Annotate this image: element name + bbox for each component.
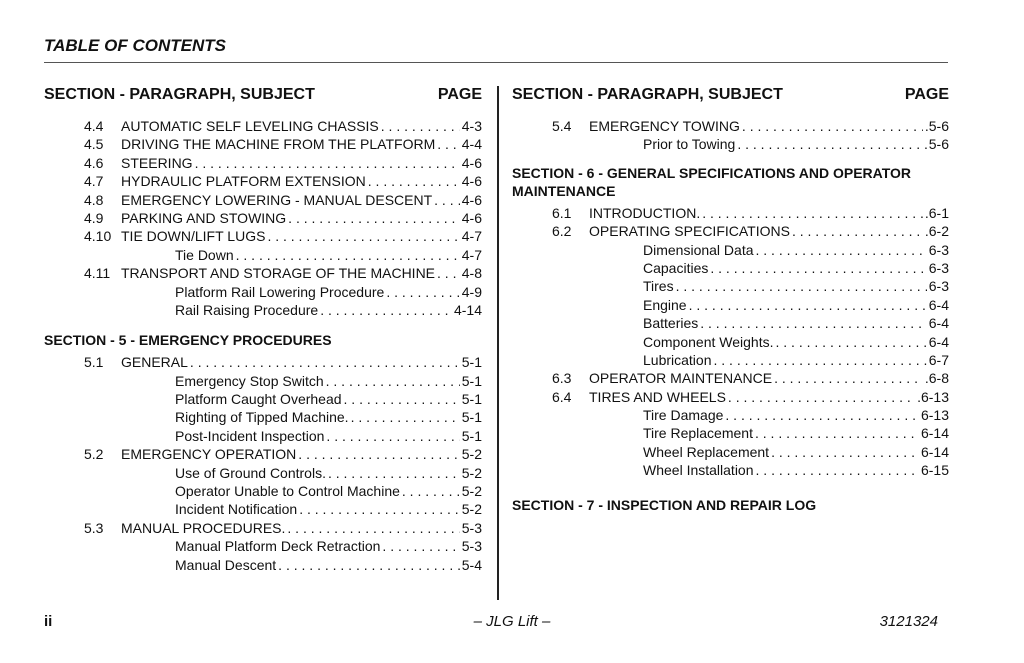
toc-entry xyxy=(512,443,949,461)
toc-entry-number xyxy=(552,135,643,153)
toc-entry xyxy=(44,172,482,190)
toc-entry-title: Prior to Towing xyxy=(643,136,736,153)
dot-leader xyxy=(725,406,919,424)
toc-entry-page: 4-3 xyxy=(461,118,482,134)
dot-leader xyxy=(402,482,460,500)
toc-entry-title: Use of Ground Controls. xyxy=(175,464,326,481)
dot-leader xyxy=(382,537,459,555)
toc-group xyxy=(512,204,949,480)
toc-entry-title: Emergency Stop Switch xyxy=(175,372,324,389)
toc-entry-number xyxy=(552,241,643,259)
toc-entry-title: EMERGENCY TOWING xyxy=(589,118,740,134)
toc-entry-number: 4.6 xyxy=(84,154,104,171)
dot-leader xyxy=(774,369,923,387)
toc-entry-title: Batteries xyxy=(643,315,699,332)
toc-entry-title: EMERGENCY OPERATION xyxy=(121,446,297,463)
toc-entry xyxy=(44,353,482,371)
dot-leader xyxy=(267,227,459,245)
toc-entry-title: GENERAL xyxy=(121,354,188,371)
toc-entry xyxy=(44,135,482,153)
toc-entry xyxy=(44,154,482,172)
toc-entry-page: 5-2 xyxy=(461,446,482,463)
section-heading-line: MAINTENANCE xyxy=(512,182,616,199)
toc-entry-number: 5.1 xyxy=(84,354,104,371)
toc-entry-page: 5-1 xyxy=(461,372,482,389)
toc-entry-page: 5-3 xyxy=(461,538,482,555)
toc-entry-page: 4-4 xyxy=(461,136,482,153)
toc-entry-page: .6-8 xyxy=(924,370,949,387)
toc-entry-page: 4-6 xyxy=(461,173,482,190)
dot-leader xyxy=(299,500,460,518)
toc-entry-page: 4-7 xyxy=(461,228,482,245)
toc-entry-title: Component Weights. xyxy=(643,333,774,350)
toc-entry-page: 6-15 xyxy=(920,462,949,479)
toc-entry-title: PARKING AND STOWING xyxy=(121,209,287,226)
toc-entry xyxy=(512,388,949,406)
toc-entry xyxy=(512,222,949,240)
toc-entry-title: STEERING xyxy=(121,154,193,171)
toc-entry-title: Tires xyxy=(643,278,674,295)
toc-entry-page: 5-2 xyxy=(461,483,482,500)
toc-entry-number xyxy=(84,500,175,518)
toc-entry-title: Incident Notification xyxy=(175,501,298,518)
section-heading: SECTION - 5 - EMERGENCY PROCEDURES xyxy=(44,332,332,349)
toc-entry-page: .6-1 xyxy=(924,204,949,221)
toc-entry-title: Operator Unable to Control Machine xyxy=(175,483,400,500)
dot-leader xyxy=(381,117,460,135)
toc-entry-page: 4-6 xyxy=(461,154,482,171)
section-heading: SECTION - 7 - INSPECTION AND REPAIR LOG xyxy=(512,496,817,513)
toc-entry-title: OPERATOR MAINTENANCE xyxy=(589,370,773,387)
column-divider xyxy=(497,86,499,600)
toc-entry-page: 6-3 xyxy=(928,241,949,258)
toc-entry-title: TIRES AND WHEELS xyxy=(589,388,726,405)
toc-group xyxy=(44,353,482,574)
toc-entry-page: 6-4 xyxy=(928,333,949,350)
dot-leader xyxy=(287,519,459,537)
toc-entry-page: 6-3 xyxy=(928,259,949,276)
toc-entry-number xyxy=(84,464,175,482)
toc-entry xyxy=(512,117,949,135)
dot-leader xyxy=(437,264,460,282)
toc-entry xyxy=(44,427,482,445)
toc-entry xyxy=(44,372,482,390)
dot-leader xyxy=(756,461,919,479)
toc-entry-title: Wheel Installation xyxy=(643,462,754,479)
dot-leader xyxy=(434,191,460,209)
toc-entry xyxy=(44,283,482,301)
dot-leader xyxy=(714,351,927,369)
dot-leader xyxy=(236,246,460,264)
toc-entry-number: 4.9 xyxy=(84,209,104,226)
dot-leader xyxy=(278,556,460,574)
dot-leader xyxy=(702,204,923,222)
dot-leader xyxy=(689,296,927,314)
toc-entry-number xyxy=(84,427,175,445)
toc-entry xyxy=(44,227,482,245)
toc-entry-title: Dimensional Data xyxy=(643,241,754,258)
toc-entry-number xyxy=(84,390,175,408)
toc-entry xyxy=(44,264,482,282)
dot-leader xyxy=(288,209,460,227)
toc-entry-title: Righting of Tipped Machine. xyxy=(175,409,349,426)
header-subject: SECTION - PARAGRAPH, SUBJECT xyxy=(512,86,783,103)
toc-entry-title: HYDRAULIC PLATFORM EXTENSION xyxy=(121,173,366,190)
toc-entry xyxy=(512,424,949,442)
toc-entry xyxy=(44,191,482,209)
toc-entry xyxy=(512,296,949,314)
header-page: PAGE xyxy=(437,86,482,103)
toc-entry-number xyxy=(84,372,175,390)
footer-page-number: ii xyxy=(44,613,53,630)
toc-entry-number: 6.2 xyxy=(552,223,572,240)
toc-entry xyxy=(44,117,482,135)
header-rule xyxy=(44,62,948,63)
toc-entry-page: 5-1 xyxy=(461,427,482,444)
toc-entry xyxy=(44,445,482,463)
footer-brand: – JLG Lift – xyxy=(473,613,551,630)
section-heading-line: SECTION - 6 - GENERAL SPECIFICATIONS AND OPERATOR xyxy=(512,164,912,181)
toc-entry-number: 4.11 xyxy=(84,265,111,282)
dot-leader xyxy=(326,372,460,390)
toc-entry-page: 6-3 xyxy=(928,278,949,295)
toc-entry-title: MANUAL PROCEDURES. xyxy=(121,519,286,536)
toc-entry-title: Platform Rail Lowering Procedure xyxy=(175,283,385,300)
toc-entry-title: Manual Descent xyxy=(175,556,277,573)
toc-entry-number xyxy=(552,296,643,314)
toc-entry-title: Tire Damage xyxy=(643,407,724,424)
toc-entry-number xyxy=(552,424,643,442)
toc-entry-page: 6-14 xyxy=(920,443,949,460)
left-column xyxy=(44,84,482,574)
toc-entry-title: Wheel Replacement xyxy=(643,443,770,460)
dot-leader xyxy=(771,443,919,461)
toc-entry-number: 6.1 xyxy=(552,204,572,221)
toc-entry xyxy=(512,406,949,424)
dot-leader xyxy=(676,277,927,295)
toc-entry-title: INTRODUCTION. xyxy=(589,204,701,221)
footer-doc-number: 3121324 xyxy=(879,613,938,630)
toc-entry-title: AUTOMATIC SELF LEVELING CHASSIS xyxy=(121,118,379,134)
toc-entry-title: TIE DOWN/LIFT LUGS xyxy=(121,228,266,245)
toc-entry-page: 4-7 xyxy=(461,246,482,263)
dot-leader xyxy=(368,172,460,190)
section-heading xyxy=(512,164,949,200)
toc-entry-title: Engine xyxy=(643,296,687,313)
toc-entry-page: 4-14 xyxy=(453,301,482,318)
toc-entry xyxy=(44,500,482,518)
toc-entry xyxy=(44,390,482,408)
toc-entry-title: TRANSPORT AND STORAGE OF THE MACHINE xyxy=(121,265,436,282)
toc-entry xyxy=(512,241,949,259)
toc-entry-title: Tire Replacement xyxy=(643,425,753,442)
dot-leader xyxy=(320,301,452,319)
dot-leader xyxy=(792,222,923,240)
toc-entry-number xyxy=(552,314,643,332)
toc-entry xyxy=(512,314,949,332)
right-column xyxy=(512,84,949,514)
toc-entry-number xyxy=(84,246,175,264)
toc-entry-page: 5-1 xyxy=(461,391,482,408)
toc-entry xyxy=(44,482,482,500)
toc-group xyxy=(44,117,482,319)
dot-leader xyxy=(326,427,459,445)
toc-entry xyxy=(512,461,949,479)
toc-entry xyxy=(44,301,482,319)
toc-entry-page: 5-6 xyxy=(928,136,949,153)
toc-entry-number: 4.8 xyxy=(84,191,104,208)
toc-entry-title: Capacities xyxy=(643,259,709,276)
toc-entry-page: 5-2 xyxy=(461,464,482,481)
toc-entry xyxy=(512,277,949,295)
toc-entry-number: 6.4 xyxy=(552,388,572,405)
toc-entry-title: Lubrication xyxy=(643,351,712,368)
toc-entry-title: Rail Raising Procedure xyxy=(175,301,319,318)
toc-entry-title: Post-Incident Inspection xyxy=(175,427,325,444)
dot-leader xyxy=(700,314,927,332)
toc-entry-title: DRIVING THE MACHINE FROM THE PLATFORM xyxy=(121,136,436,153)
toc-entry xyxy=(512,351,949,369)
dot-leader xyxy=(328,464,460,482)
dot-leader xyxy=(737,135,926,153)
toc-entry xyxy=(44,519,482,537)
toc-entry-page: 5-4 xyxy=(461,556,482,573)
toc-group xyxy=(512,117,949,154)
dot-leader xyxy=(298,445,459,463)
toc-entry xyxy=(44,408,482,426)
toc-entry-title: EMERGENCY LOWERING - MANUAL DESCENT xyxy=(121,191,433,208)
dot-leader xyxy=(728,388,915,406)
dot-leader xyxy=(351,408,460,426)
toc-entry xyxy=(44,209,482,227)
toc-entry-page: 4-6 xyxy=(461,209,482,226)
toc-entry xyxy=(512,369,949,387)
toc-entry-number xyxy=(552,351,643,369)
toc-entry xyxy=(44,556,482,574)
toc-entry-title: Manual Platform Deck Retraction xyxy=(175,538,381,555)
dot-leader xyxy=(775,333,926,351)
dot-leader xyxy=(437,135,460,153)
toc-entry-number xyxy=(84,482,175,500)
dot-leader xyxy=(742,117,923,135)
toc-entry-number xyxy=(552,406,643,424)
toc-entry-number: 4.5 xyxy=(84,136,104,153)
toc-entry-number xyxy=(84,537,175,555)
toc-entry-number: 4.4 xyxy=(84,118,104,134)
toc-entry-page: 5-1 xyxy=(461,354,482,371)
dot-leader xyxy=(755,424,919,442)
dot-leader xyxy=(195,154,460,172)
toc-entry-page: 6-7 xyxy=(928,351,949,368)
toc-entry-page: 6-13 xyxy=(920,407,949,424)
toc-entry-number xyxy=(552,333,643,351)
dot-leader xyxy=(190,353,460,371)
toc-entry xyxy=(512,259,949,277)
toc-entry-page: 6-14 xyxy=(920,425,949,442)
toc-entry-number xyxy=(552,277,643,295)
toc-entry-page: 5-3 xyxy=(461,519,482,536)
toc-entry-number: 4.7 xyxy=(84,173,104,190)
header-page: PAGE xyxy=(904,86,949,103)
toc-entry-title: OPERATING SPECIFICATIONS xyxy=(589,223,790,240)
toc-entry xyxy=(44,537,482,555)
toc-entry-title: Tie Down xyxy=(175,246,234,263)
toc-entry-page: 5-2 xyxy=(461,501,482,518)
dot-leader xyxy=(344,390,460,408)
toc-entry-page: .6-2 xyxy=(924,223,949,240)
toc-entry-number xyxy=(552,461,643,479)
toc-entry-number: 4.10 xyxy=(84,228,112,245)
toc-entry-number xyxy=(84,283,175,301)
toc-entry-title: Platform Caught Overhead xyxy=(175,391,342,408)
toc-entry-number xyxy=(84,408,175,426)
dot-leader xyxy=(756,241,927,259)
header-subject: SECTION - PARAGRAPH, SUBJECT xyxy=(44,86,315,103)
toc-entry xyxy=(44,246,482,264)
toc-entry xyxy=(44,464,482,482)
toc-entry-number xyxy=(84,556,175,574)
page-title: TABLE OF CONTENTS xyxy=(44,36,226,55)
toc-entry-number xyxy=(84,301,175,319)
toc-entry-page: 4-9 xyxy=(461,283,482,300)
toc-entry-number: 5.2 xyxy=(84,446,104,463)
toc-entry xyxy=(512,333,949,351)
column-header xyxy=(512,84,949,106)
toc-entry-number xyxy=(552,443,643,461)
dot-leader xyxy=(386,283,459,301)
toc-entry xyxy=(512,204,949,222)
toc-entry-number: 5.3 xyxy=(84,519,104,536)
toc-entry-number xyxy=(552,259,643,277)
toc-entry-number: 6.3 xyxy=(552,370,572,387)
dot-leader xyxy=(710,259,926,277)
toc-entry-number: 5.4 xyxy=(552,118,572,134)
toc-entry-page: .6-13 xyxy=(917,388,949,405)
toc-entry xyxy=(512,135,949,153)
toc-entry-page: .5-6 xyxy=(924,118,949,134)
toc-entry-page: 4-6 xyxy=(461,191,482,208)
toc-entry-page: 6-4 xyxy=(928,296,949,313)
toc-entry-page: 6-4 xyxy=(928,315,949,332)
column-header xyxy=(44,84,482,106)
toc-entry-page: 4-8 xyxy=(461,265,482,282)
toc-entry-page: 5-1 xyxy=(461,409,482,426)
